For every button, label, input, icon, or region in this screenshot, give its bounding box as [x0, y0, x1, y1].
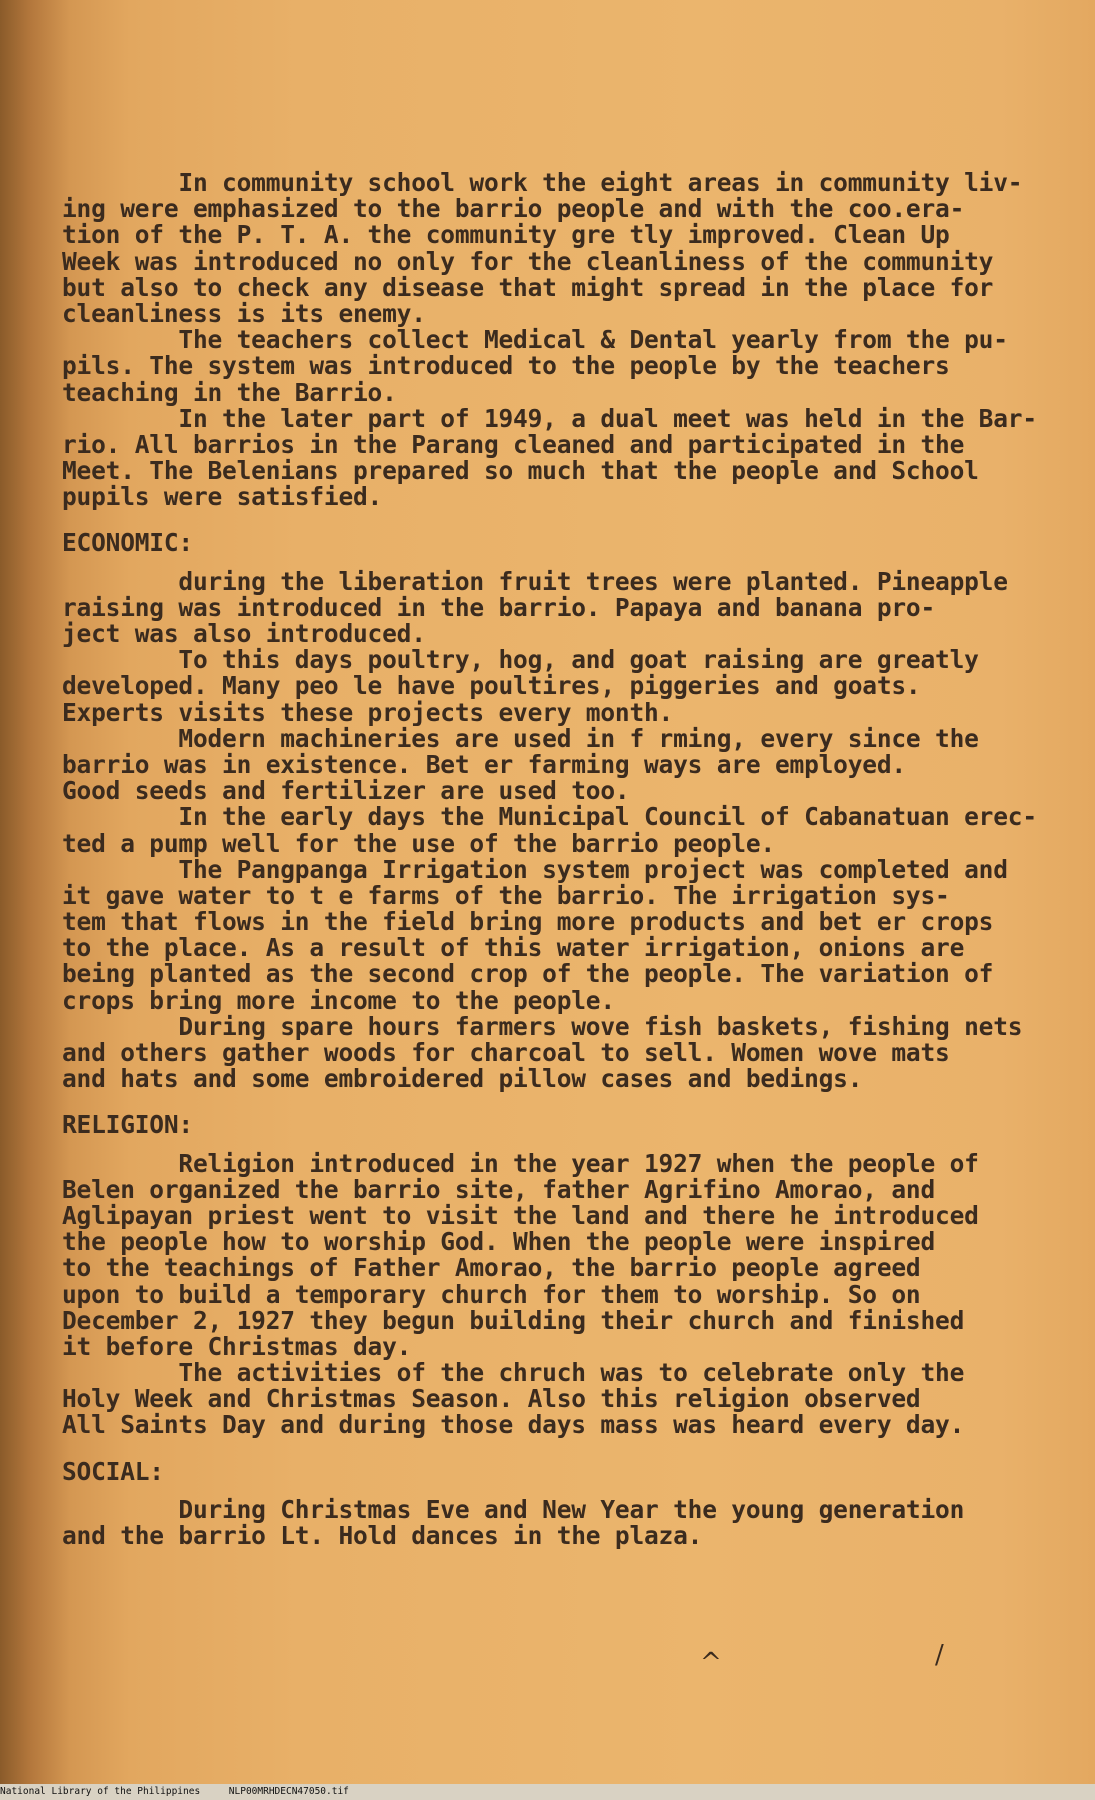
text-line: upon to build a temporary church for them to worship. So on: [62, 1279, 921, 1309]
text-line: ject was also introduced.: [62, 619, 426, 648]
economic-section: [62, 566, 1062, 1094]
text-line: the people how to worship God. When the people were inspired: [62, 1227, 936, 1257]
text-line: The Pangpanga Irrigation system project was completed and: [62, 854, 1008, 884]
text-line: ted a pump well for the use of the barrio people.: [62, 828, 775, 858]
footer-file: NLP00MRHDECN47050.tif: [228, 1786, 349, 1797]
text-line: During Christmas Eve and New Year the young generation: [62, 1494, 965, 1524]
text-line: to the place. As a result of this water irrigation, onions are: [62, 933, 965, 963]
religion-section: [62, 1148, 1062, 1440]
text-line: During spare hours farmers wove fish baskets, fishing nets: [62, 1011, 1023, 1041]
handwritten-mark-left: ^: [700, 1648, 722, 1678]
text-line: The activities of the chruch was to celebrate only the: [62, 1358, 965, 1388]
text-line: Week was introduced no only for the cleanliness of the community: [62, 246, 994, 276]
text-line: being planted as the second crop of the people. The variation of: [62, 959, 994, 989]
text-line: barrio was in existence. Bet er farming ways are employed.: [62, 749, 906, 779]
text-line: pupils were satisfied.: [62, 482, 383, 512]
text-line: All Saints Day and during those days mass was heard every day.: [62, 1410, 965, 1440]
text-line: tion of the P. T. A. the community gre tly improved. Clean Up: [62, 220, 950, 250]
text-line: December 2, 1927 they begun building their church and finished: [62, 1305, 965, 1335]
typed-document: [62, 170, 1062, 1549]
text-line: to the teachings of Father Amorao, the barrio people agreed: [62, 1253, 921, 1283]
religion-heading: RELIGION:: [62, 1110, 193, 1140]
social-section: [62, 1494, 1062, 1550]
text-line: pils. The system was introduced to the people by the teachers: [62, 351, 950, 381]
text-line: it before Christmas day.: [62, 1331, 412, 1361]
text-line: Belen organized the barrio site, father Agrifino Amorao, and: [62, 1174, 936, 1204]
community-section: [62, 170, 1062, 510]
economic-heading: ECONOMIC:: [62, 528, 193, 558]
text-line: To this days poultry, hog, and goat raising are greatly: [62, 645, 979, 675]
text-line: and others gather woods for charcoal to sell. Women wove mats: [62, 1038, 950, 1067]
handwritten-mark-right: /: [935, 1640, 944, 1670]
text-line: Religion introduced in the year 1927 when the people of: [62, 1148, 979, 1178]
text-line: but also to check any disease that might spread in the place for: [62, 272, 994, 302]
text-line: The teachers collect Medical & Dental yearly from the pu-: [62, 325, 1008, 355]
text-line: raising was introduced in the barrio. Papaya and banana pro-: [62, 592, 936, 622]
text-line: Modern machineries are used in f rming, every since the: [62, 723, 979, 753]
text-line: and the barrio Lt. Hold dances in the plaza.: [62, 1521, 703, 1550]
text-line: ing were emphasized to the barrio people and with the coo.era-: [62, 194, 965, 224]
scan-footer: [0, 1784, 1095, 1800]
text-line: it gave water to t e farms of the barrio. The irrigation sys-: [62, 880, 950, 910]
text-line: developed. Many peo le have poultires, piggeries and goats.: [62, 671, 921, 701]
text-line: and hats and some embroidered pillow cases and bedings.: [62, 1064, 863, 1094]
text-line: Experts visits these projects every month.: [62, 697, 674, 727]
text-line: teaching in the Barrio.: [62, 377, 397, 407]
text-line: In the early days the Municipal Council of Cabanatuan erec-: [62, 802, 1037, 832]
text-line: Aglipayan priest went to visit the land and there he introduced: [62, 1200, 979, 1230]
text-line: rio. All barrios in the Parang cleaned and participated in the: [62, 429, 965, 459]
text-line: Good seeds and fertilizer are used too.: [62, 776, 630, 806]
text-line: tem that flows in the field bring more products and bet er crops: [62, 907, 994, 937]
text-line: In community school work the eight areas in community liv-: [62, 168, 1023, 197]
text-line: In the later part of 1949, a dual meet was held in the Bar-: [62, 403, 1037, 433]
text-line: Holy Week and Christmas Season. Also this religion observed: [62, 1384, 921, 1414]
social-heading: SOCIAL:: [62, 1456, 164, 1486]
text-line: during the liberation fruit trees were planted. Pineapple: [62, 566, 1008, 596]
footer-library: National Library of the Philippines: [0, 1786, 201, 1797]
text-line: Meet. The Belenians prepared so much that the people and School: [62, 456, 979, 486]
text-line: cleanliness is its enemy.: [62, 298, 426, 328]
text-line: crops bring more income to the people.: [62, 985, 615, 1015]
